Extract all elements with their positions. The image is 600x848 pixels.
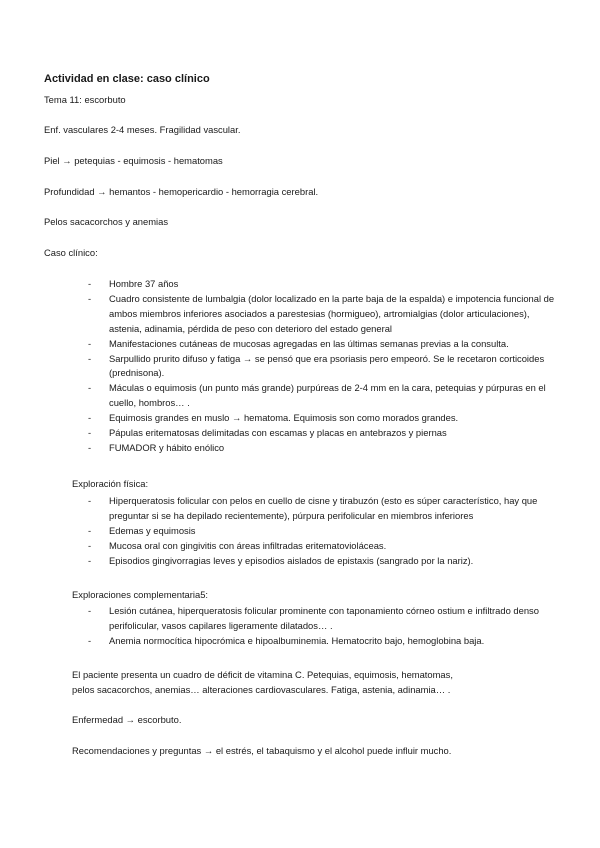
recommendations-line: Recomendaciones y preguntas → el estrés, el tabaquismo y el alcohol puede influir mucho. [72,745,452,756]
list-item: - Equimosis grandes en muslo → hematoma. Equimosis son como morados grandes. [86,411,561,426]
list-item: - Pápulas eritematosas delimitadas con escamas y placas en antebrazos y piernas [86,426,561,441]
intro-line: Profundidad → hemantos - hemopericardio - hemorragia cerebral. [44,186,319,197]
list-item: - Edemas y equimosis [86,524,561,539]
list-item: - Manifestaciones cutáneas de mucosas agregadas en las últimas semanas previas a la consulta. [86,337,561,352]
list-item: - Sarpullido prurito difuso y fatiga → se pensó que era psoriasis pero empeoró. Se le recetaron corticoides (prednisona). [86,352,561,382]
list-item: - FUMADOR y hábito enólico [86,441,561,456]
document-title: Actividad en clase: caso clínico [44,73,210,85]
disease-line: Enfermedad → escorbuto. [72,714,182,725]
list-item: - Hombre 37 años [86,277,561,292]
list-item: - Episodios gingivorragias leves y episodios aislados de epistaxis (sangrado por la nariz). [86,554,561,569]
list-item: - Hiperqueratosis folicular con pelos en cuello de cisne y tirabuzón (esto es súper característico, hay que preguntar si se ha depilado recientemente), púrpura perifolicular en miembros inferiores [86,494,561,524]
intro-line: Enf. vasculares 2-4 meses. Fragilidad vascular. [44,124,241,135]
case-list [86,277,561,456]
exam-list [86,494,561,569]
list-item: - Cuadro consistente de lumbalgia (dolor localizado en la parte baja de la espalda) e impotencia funcional de ambos miembros inferiores asociados a parestesias (hormigueo), artromialgias (dolor articulaciones), astenia, adinamia, pérdida de peso con deterioro del estado general [86,292,561,337]
complementary-list [86,604,561,649]
document-subtitle: Tema 11: escorbuto [44,94,126,105]
intro-line: Piel → petequias - equimosis - hematomas [44,155,223,166]
complementary-heading: Exploraciones complementaria5: [72,589,209,600]
case-heading: Caso clínico: [44,247,98,258]
exam-heading: Exploración física: [72,478,149,489]
list-item: - Lesión cutánea, hiperqueratosis folicular prominente con taponamiento córneo ostium e infiltrado denso perifolicular, vasos capilares ligeramente dilatados… . [86,604,561,634]
intro-line: Pelos sacacorchos y anemias [44,216,169,227]
list-item: - Anemia normocítica hipocrómica e hipoalbuminemia. Hematocrito bajo, hemoglobina baja. [86,634,561,649]
conclusion-paragraph: El paciente presenta un cuadro de déficit de vitamina C. Petequias, equimosis, hematomas, pelos sacacorchos, anemias… alteraciones cardiovasculares. Fatiga, astenia, adinamia… . [72,669,453,695]
list-item: - Mucosa oral con gingivitis con áreas infiltradas eritematovioláceas. [86,539,561,554]
list-item: - Máculas o equimosis (un punto más grande) purpúreas de 2-4 mm en la cara, petequias y púrpuras en el cuello, hombros… . [86,381,561,411]
